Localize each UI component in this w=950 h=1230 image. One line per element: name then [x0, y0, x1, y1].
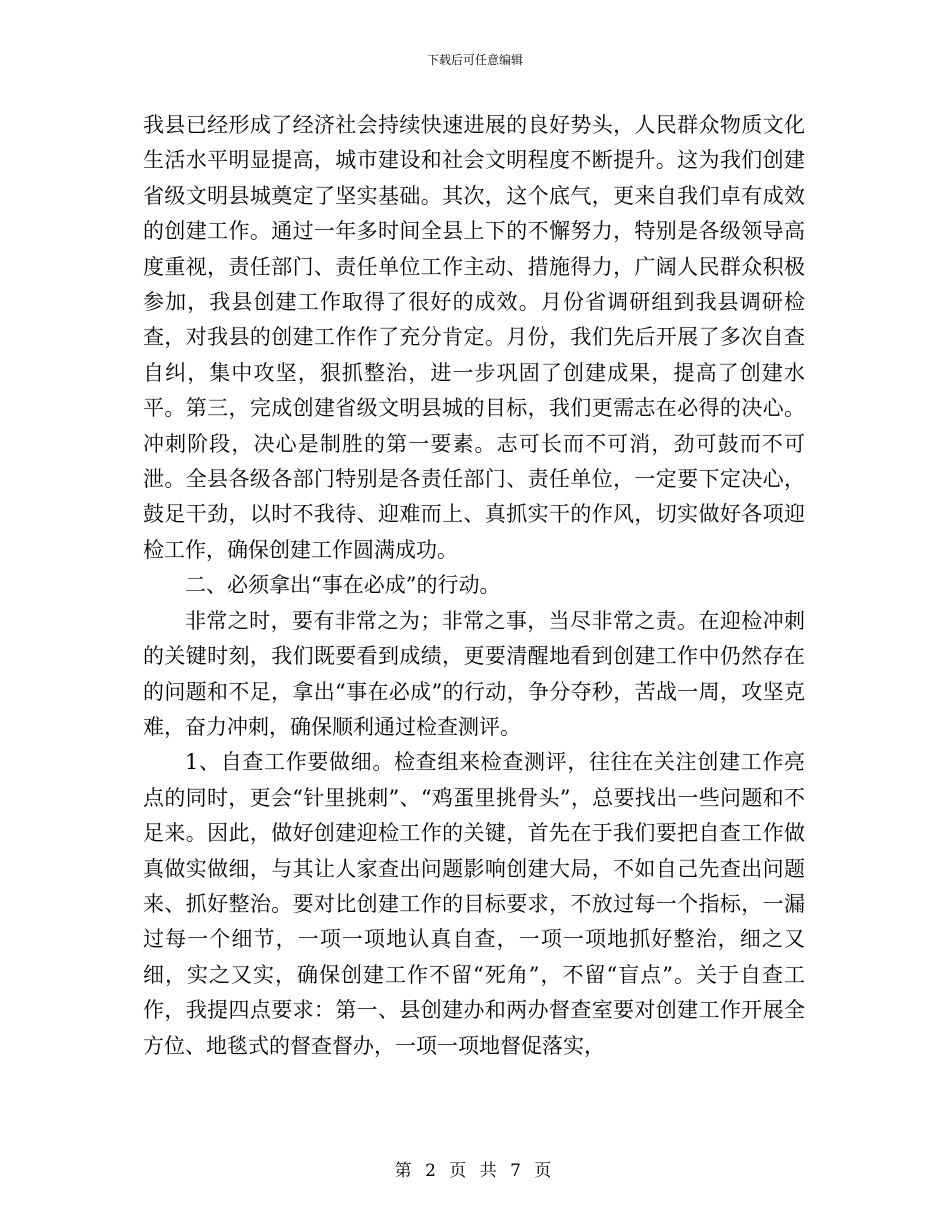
section-heading: 二、必须拿出“事在必成”的行动。	[185, 573, 501, 598]
page-number: 第 2 页 共 7 页	[394, 1161, 556, 1181]
paragraph: 1、自查工作要做细。检查组来检查测评，往往在关注创建工作亮点的同时，更会“针里挑刺”、“鸡蛋里挑骨头”，总要找出一些问题和不足来。因此，做好创建迎检工作的关键，首先在于我们要把自查工作做真做实做细，与其让人家查出问题影响创建大局，不如自己先查出问题来、抓好整治。要对比创建工作的目标要求，不放过每一个指标，一漏过每一个细节，一项一项地认真自查，一项一项地抓好整治，细之又细，实之又实，确保创建工作不留“死角”，不留“盲点”。关于自查工作，我提四点要求：第一、县创建办和两办督查室要对创建工作开展全方位、地毯式的督查督办，一项一项地督促落实，	[143, 750, 805, 1058]
document-body	[143, 108, 805, 1064]
page-header-note: 下载后可任意编辑	[426, 53, 523, 67]
paragraph: 非常之时，要有非常之为；非常之事，当尽非常之责。在迎检冲刺的关键时刻，我们既要看到成绩，更要清醒地看到创建工作中仍然存在的问题和不足，拿出“事在必成”的行动，争分夺秒，苦战一周，攻坚克难，奋力冲刺，确保顺利通过检查测评。	[143, 608, 805, 739]
paragraph-continued: 我县已经形成了经济社会持续快速进展的良好势头，人民群众物质文化生活水平明显提高，城市建设和社会文明程度不断提升。这为我们创建省级文明县城奠定了坚实基础。其次，这个底气，更来自我们卓有成效的创建工作。通过一年多时间全县上下的不懈努力，特别是各级领导高度重视，责任部门、责任单位工作主动、措施得力，广阔人民群众积极参加，我县创建工作取得了很好的成效。月份省调研组到我县调研检查，对我县的创建工作作了充分肯定。月份，我们先后开展了多次自查自纠，集中攻坚，狠抓整治，进一步巩固了创建成果，提高了创建水平。第三，完成创建省级文明县城的目标，我们更需志在必得的决心。冲刺阶段，决心是制胜的第一要素。志可长而不可消，劲可鼓而不可泄。全县各级各部门特别是各责任部门、责任单位，一定要下定决心，鼓足干劲，以时不我待、迎难而上、真抓实干的作风，切实做好各项迎检工作，确保创建工作圆满成功。	[143, 113, 805, 562]
